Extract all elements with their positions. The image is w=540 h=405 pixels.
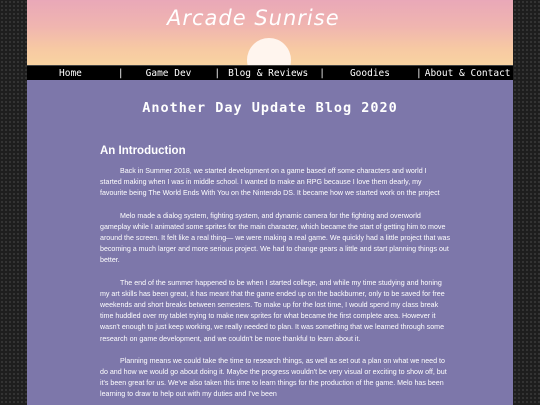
nav-home-link[interactable]: Home [59, 67, 82, 79]
post-body [100, 166, 450, 405]
nav-separator: | [117, 67, 124, 79]
sunrise-sun-graphic [247, 38, 291, 65]
left-border-pattern [0, 0, 27, 405]
post-paragraph: Back in Summer 2018, we started development on a game based off some characters and world I started making when I was in middle school. I wanted to make an RPG because I love them dearly, my favourite being The World Ends With You on the Nintendo DS. It became how we started work on the project [100, 167, 440, 198]
nav-game-dev-link[interactable]: Game Dev [145, 67, 192, 79]
post-paragraph: Planning means we could take the time to research things, as well as set out a plan on what we need to do and how we would go about doing it. Maybe the progress wouldn't be very visual or exciting to show off, but it's been great for us. We've also taken this time to learn things for the production of the game. Melo has been learning to draw to help out with my duties and I've been [100, 356, 447, 399]
nav-goodies-link[interactable]: Goodies [349, 67, 390, 79]
post-paragraph: The end of the summer happened to be when I started college, and while my time studying and honing my art skills has been great, it has meant that the game ended up on the backburner, only to be saved for free weekends and short breaks between semesters. To make up for the lost time, I would spend my class break time huddled over my tablet trying to make new sprites for what became the first complete area. However it wasn't enough to just keep working, we really needed to plan. It was something that we learned through some research on game development, and we couldn't be more thankful to learn about it. [100, 278, 445, 343]
post-title: Another Day Update Blog 2020 [142, 100, 398, 116]
nav-separator: | [214, 67, 221, 79]
section-heading: An Introduction [100, 145, 186, 157]
nav-separator: | [415, 67, 422, 79]
nav-about-contact-link[interactable]: About & Contact [424, 67, 511, 79]
right-border-pattern [513, 0, 540, 405]
blog-post-content [27, 80, 513, 405]
post-paragraph: Melo made a dialog system, fighting system, and dynamic camera for the fighting and overworld gameplay while I animated some sprites for the main character, which became the start of getting him to move around the screen. It felt like a real thing— we were making a real game. We quickly had a little project that was becoming a much larger and more serious project. We had to change gears a little and start planning things out better. [100, 211, 451, 265]
nav-separator: | [319, 67, 325, 79]
nav-blog-reviews-link[interactable]: Blog & Reviews [228, 67, 309, 79]
site-header [27, 0, 513, 65]
main-nav [27, 65, 513, 80]
site-title: Arcade Sunrise [167, 6, 340, 30]
